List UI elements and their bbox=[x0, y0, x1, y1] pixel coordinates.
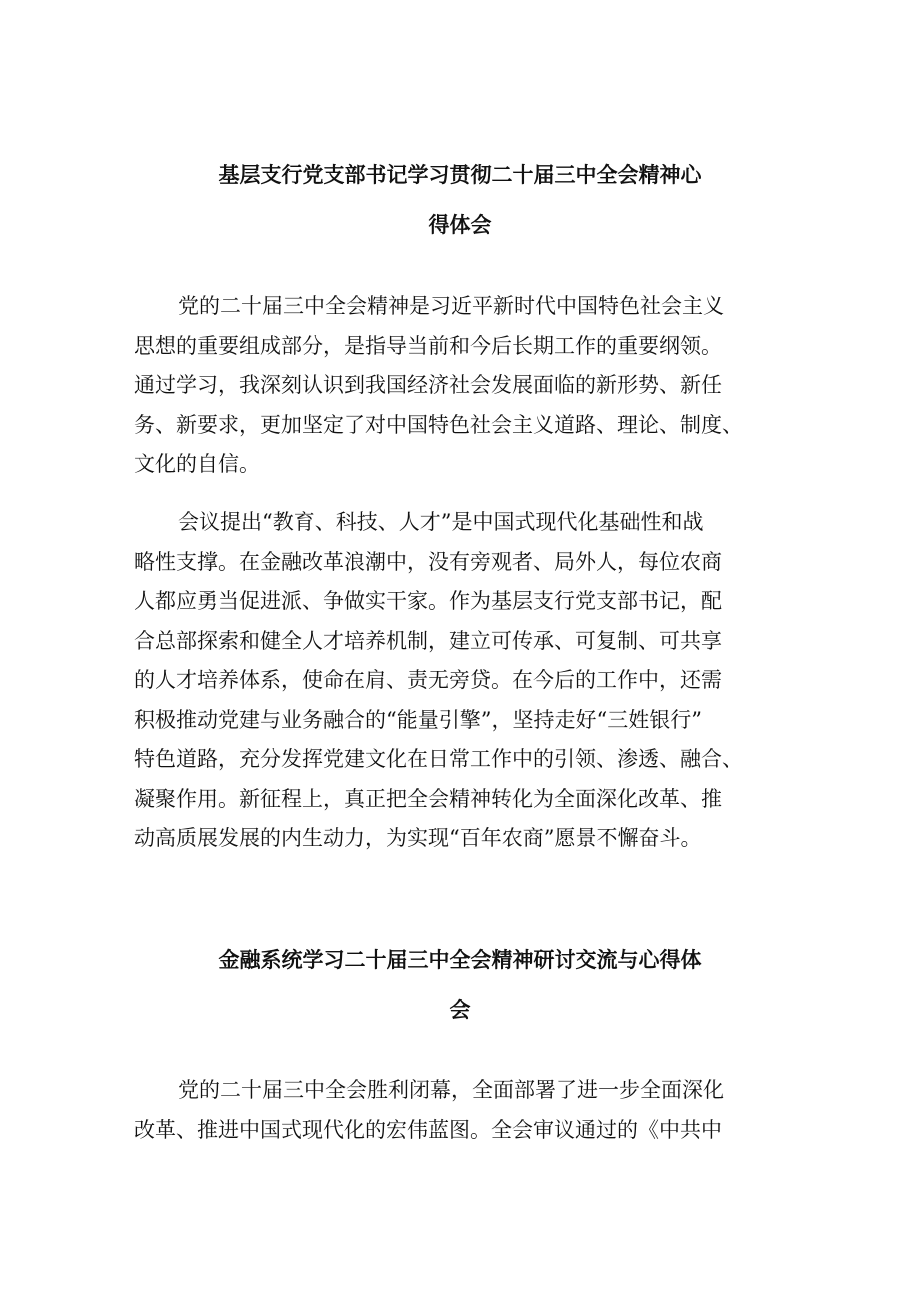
paragraph-line: 凝聚作用。新征程上，真正把全会精神转化为全面深化改革、推 bbox=[134, 786, 722, 811]
paragraph-line: 党的二十届三中全会胜利闭幕，全面部署了进一步全面深化 bbox=[178, 1078, 724, 1102]
paragraph-line: 改革、推进中国式现代化的宏伟蓝图。全会审议通过的《中共中 bbox=[134, 1117, 722, 1142]
section-1-paragraph-2 bbox=[134, 503, 794, 859]
paragraph-line: 略性支撑。在金融改革浪潮中，没有旁观者、局外人，每位农商 bbox=[134, 549, 722, 574]
paragraph-line: 会议提出“教育、科技、人才”是中国式现代化基础性和战 bbox=[178, 510, 704, 534]
paragraph-line: 人都应勇当促进派、争做实干家。作为基层支行党支部书记，配 bbox=[134, 589, 722, 613]
paragraph-line: 积极推动党建与业务融合的“能量引擎”，坚持走好“三姓银行” bbox=[134, 707, 702, 732]
title-line: 基层支行党支部书记学习贯彻二十届三中全会精神心 bbox=[218, 163, 702, 187]
section-2-title bbox=[130, 935, 790, 1035]
section-1-title bbox=[130, 150, 790, 250]
paragraph-line: 特色道路，充分发挥党建文化在日常工作中的引领、渗透、融合、 bbox=[134, 747, 743, 771]
paragraph-line: 务、新要求，更加坚定了对中国特色社会主义道路、理论、制度、 bbox=[134, 412, 743, 437]
paragraph-line: 文化的自信。 bbox=[134, 452, 260, 476]
title-line: 金融系统学习二十届三中全会精神研讨交流与心得体 bbox=[218, 948, 702, 972]
paragraph-line: 合总部探索和健全人才培养机制，建立可传承、可复制、可共享 bbox=[134, 628, 722, 653]
title-line: 得体会 bbox=[428, 213, 492, 237]
section-2-paragraph-1 bbox=[134, 1071, 794, 1150]
title-line: 会 bbox=[449, 998, 471, 1022]
paragraph-line: 的人才培养体系，使命在肩、责无旁贷。在今后的工作中，还需 bbox=[134, 668, 722, 692]
paragraph-line: 通过学习，我深刻认识到我国经济社会发展面临的新形势、新任 bbox=[134, 373, 722, 397]
section-1-paragraph-1 bbox=[134, 287, 794, 485]
paragraph-line: 思想的重要组成部分，是指导当前和今后长期工作的重要纲领。 bbox=[134, 333, 722, 358]
paragraph-line: 动高质展发展的内生动力，为实现“百年农商”愿景不懈奋斗。 bbox=[134, 826, 702, 850]
paragraph-line: 党的二十届三中全会精神是习近平新时代中国特色社会主义 bbox=[178, 294, 724, 318]
